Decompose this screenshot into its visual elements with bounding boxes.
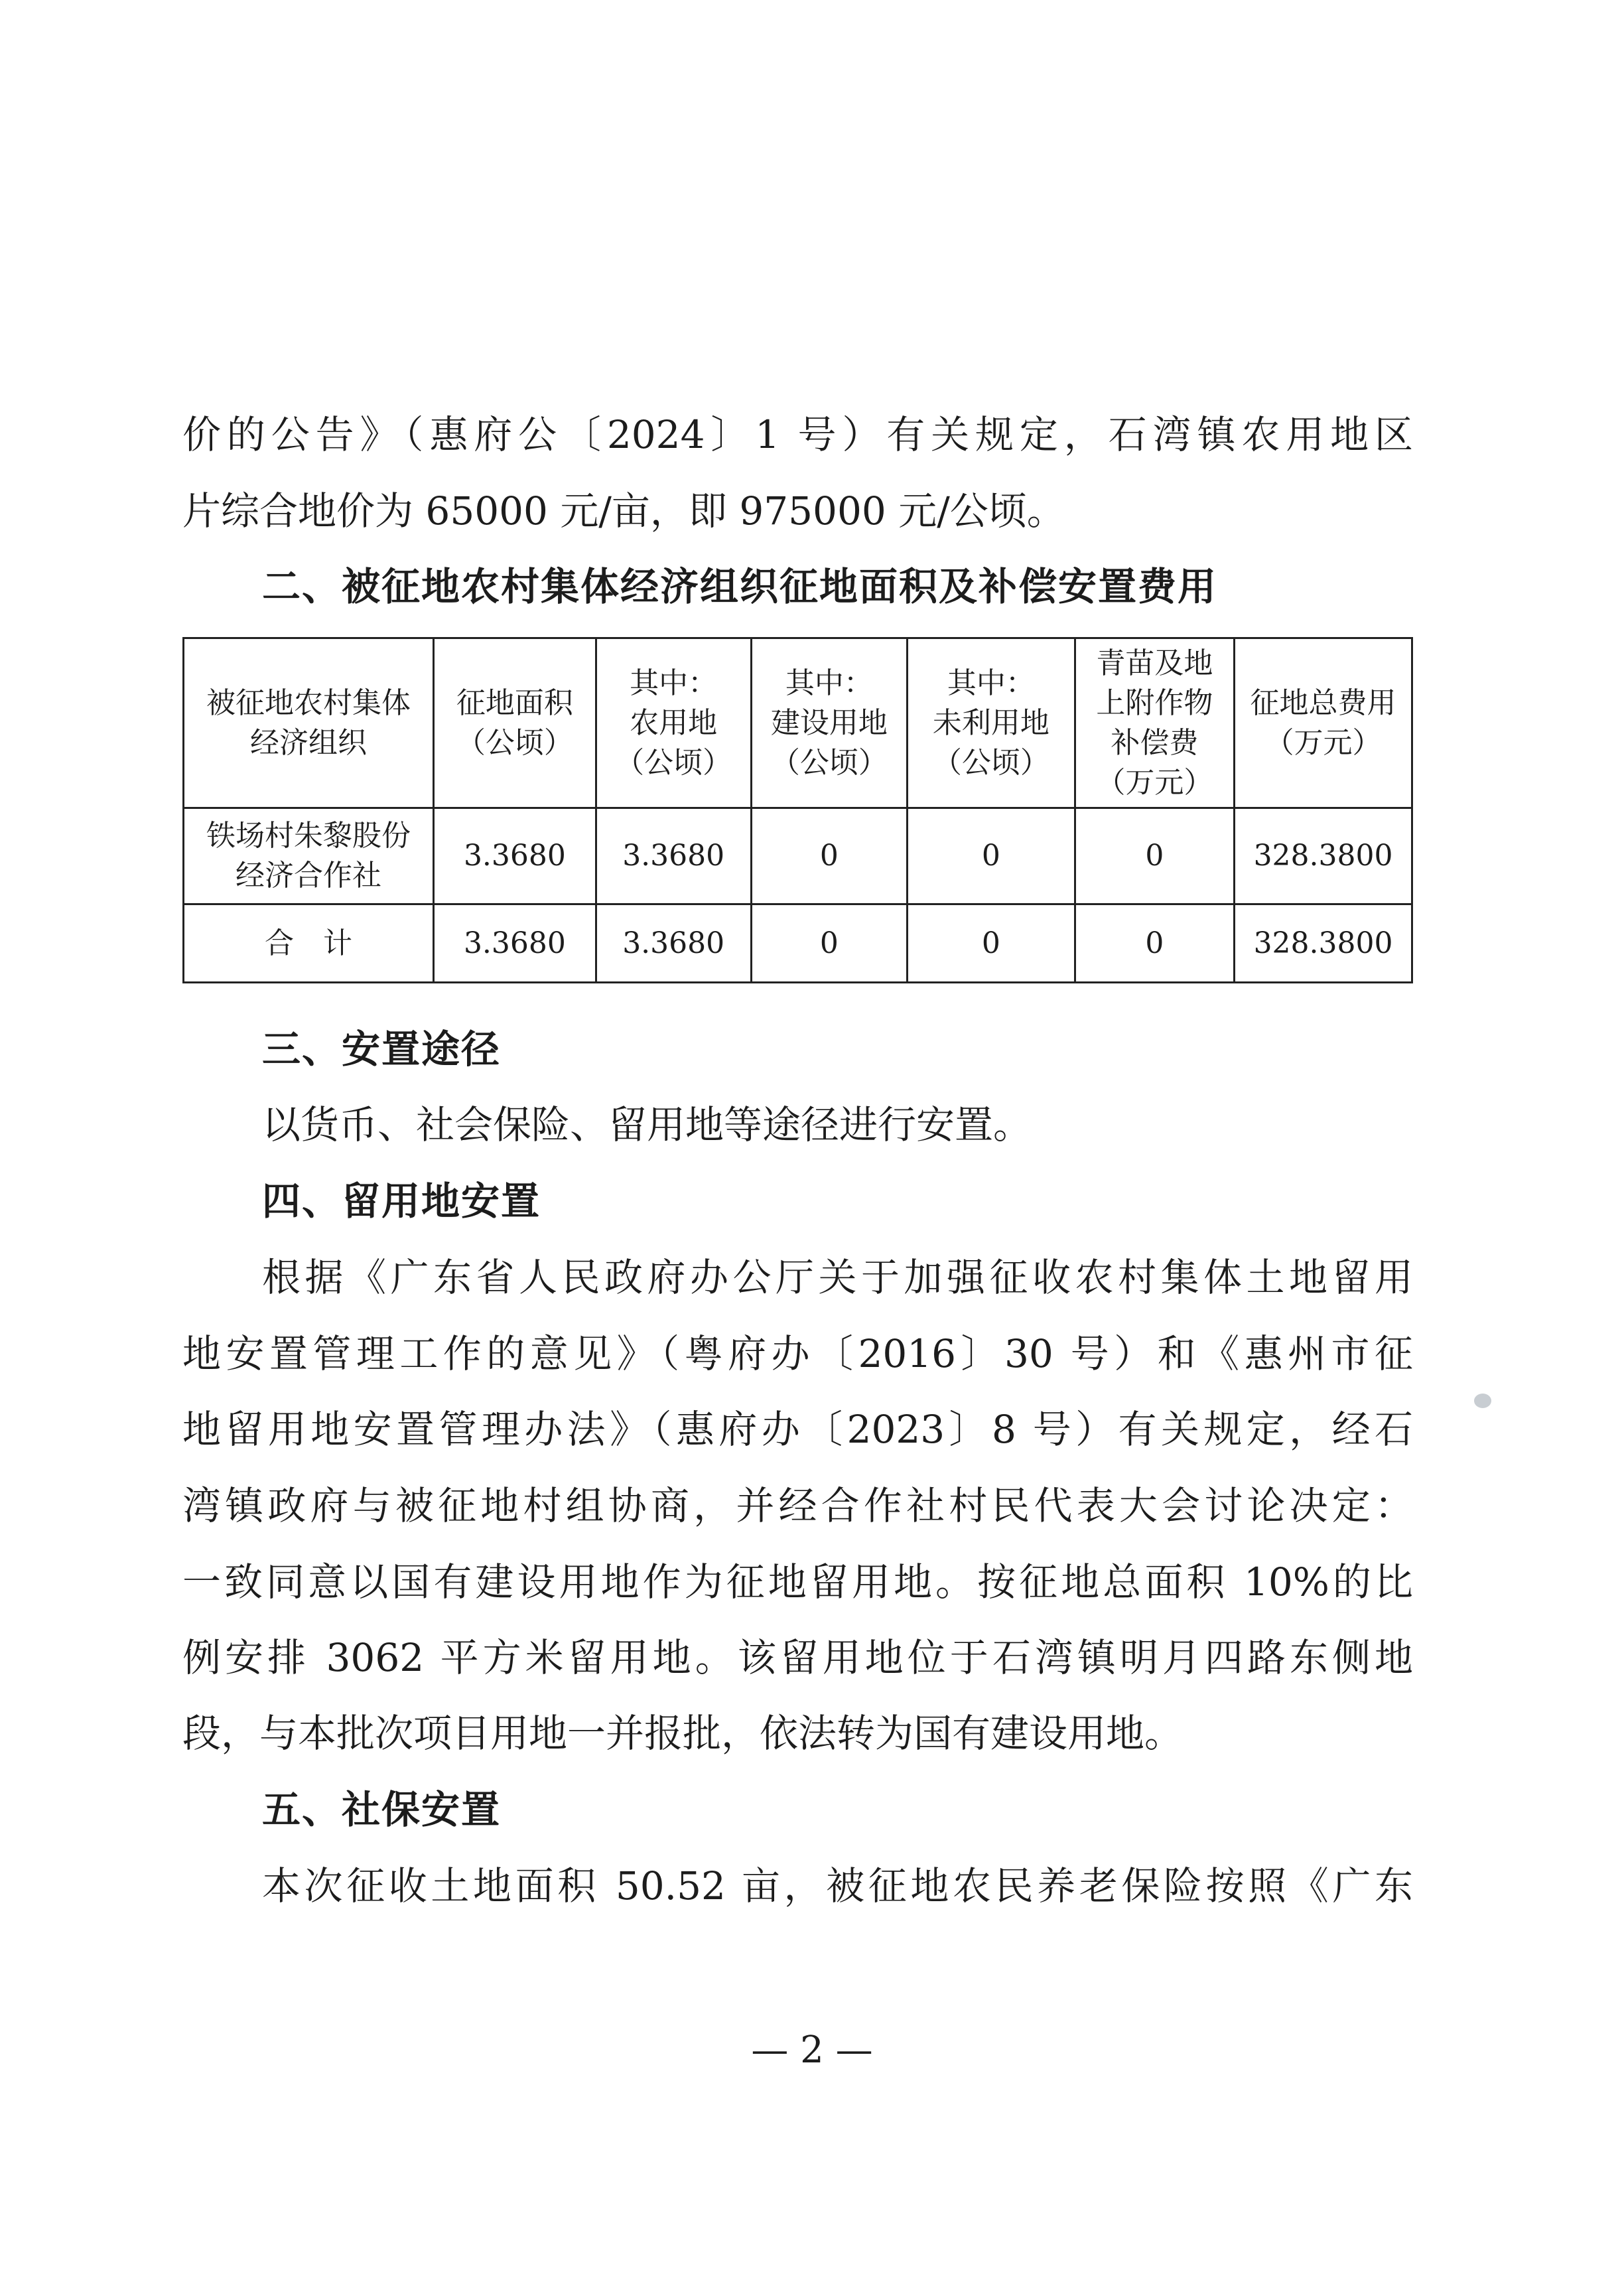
intro-line-1: 价的公告》（惠府公〔2024〕1 号）有关规定，石湾镇农用地区 <box>182 412 1413 457</box>
header-text: 其中： <box>630 666 718 700</box>
section-4-line-5: 一致同意以国有建设用地作为征地留用地。按征地总面积 10%的比 <box>182 1559 1413 1605</box>
header-crop-compensation <box>1075 638 1235 808</box>
section-4-line-2: 地安置管理工作的意见》（粤府办〔2016〕30 号）和《惠州市征 <box>182 1331 1413 1376</box>
header-text: （公顷） <box>456 725 573 760</box>
header-text: 建设用地 <box>770 705 888 740</box>
table-header-row <box>184 638 1412 808</box>
scan-speck <box>1474 1394 1491 1408</box>
cell-unused-land: 0 <box>908 808 1075 904</box>
header-text: （公顷） <box>770 745 888 780</box>
page-number: — 2 — <box>751 2029 873 2072</box>
table-row <box>184 808 1412 904</box>
header-text: （公顷） <box>615 745 732 780</box>
section-4-line-4: 湾镇政府与被征地村组协商，并经合作社村民代表大会讨论决定： <box>182 1483 1413 1528</box>
cell-text: 经济合作社 <box>236 859 382 893</box>
table-total-row <box>184 904 1412 983</box>
header-text: 其中： <box>785 666 873 700</box>
header-farmland <box>596 638 751 808</box>
section-5-heading: 五、社保安置 <box>262 1787 502 1832</box>
cell-unused-land: 0 <box>908 904 1075 983</box>
header-total-cost <box>1235 638 1412 808</box>
section-4-line-1: 根据《广东省人民政府办公厅关于加强征收农村集体土地留用 <box>262 1255 1413 1300</box>
section-4-line-7: 段，与本批次项目用地一并报批，依法转为国有建设用地。 <box>182 1711 1184 1756</box>
section-3-body: 以货币、社会保险、留用地等途径进行安置。 <box>262 1102 1032 1147</box>
compensation-table <box>182 637 1413 983</box>
header-collective-org <box>184 638 434 808</box>
section-4-heading: 四、留用地安置 <box>262 1179 541 1224</box>
header-construction-land <box>751 638 908 808</box>
intro-line-2: 片综合地价为 65000 元/亩，即 975000 元/公顷。 <box>182 488 1065 534</box>
header-text: 征地总费用 <box>1250 685 1396 720</box>
header-area <box>434 638 596 808</box>
cell-total-label: 合 计 <box>184 904 434 983</box>
cell-crop-compensation: 0 <box>1075 904 1235 983</box>
cell-area: 3.3680 <box>434 808 596 904</box>
cell-total-cost: 328.3800 <box>1235 808 1412 904</box>
header-text: 被征地农村集体 <box>206 685 411 720</box>
section-2-heading: 二、被征地农村集体经济组织征地面积及补偿安置费用 <box>262 564 1218 609</box>
header-text: 上附作物 <box>1096 685 1213 720</box>
header-text: 其中： <box>947 666 1035 700</box>
cell-total-cost: 328.3800 <box>1235 904 1412 983</box>
header-unused-land <box>908 638 1075 808</box>
cell-area: 3.3680 <box>434 904 596 983</box>
section-5-line-1: 本次征收土地面积 50.52 亩，被征地农民养老保险按照《广东 <box>262 1863 1413 1908</box>
section-4-line-3: 地留用地安置管理办法》（惠府办〔2023〕8 号）有关规定，经石 <box>182 1407 1413 1452</box>
section-4-line-6: 例安排 3062 平方米留用地。该留用地位于石湾镇明月四路东侧地 <box>182 1635 1413 1680</box>
header-text: 农用地 <box>630 705 718 740</box>
header-text: 经济组织 <box>250 725 368 760</box>
header-text: 青苗及地 <box>1096 646 1213 680</box>
header-text: 补偿费 <box>1111 725 1199 760</box>
cell-collective-org <box>184 808 434 904</box>
cell-construction-land: 0 <box>751 808 908 904</box>
header-text: 未利用地 <box>932 705 1049 740</box>
header-text: （公顷） <box>932 745 1049 780</box>
header-text: 征地面积 <box>456 685 573 720</box>
cell-construction-land: 0 <box>751 904 908 983</box>
header-text: （万元） <box>1264 725 1382 760</box>
cell-farmland: 3.3680 <box>596 904 751 983</box>
cell-text: 铁场村朱黎股份 <box>206 819 411 853</box>
section-3-heading: 三、安置途径 <box>262 1027 502 1072</box>
header-text: （万元） <box>1096 765 1213 800</box>
cell-farmland: 3.3680 <box>596 808 751 904</box>
cell-crop-compensation: 0 <box>1075 808 1235 904</box>
